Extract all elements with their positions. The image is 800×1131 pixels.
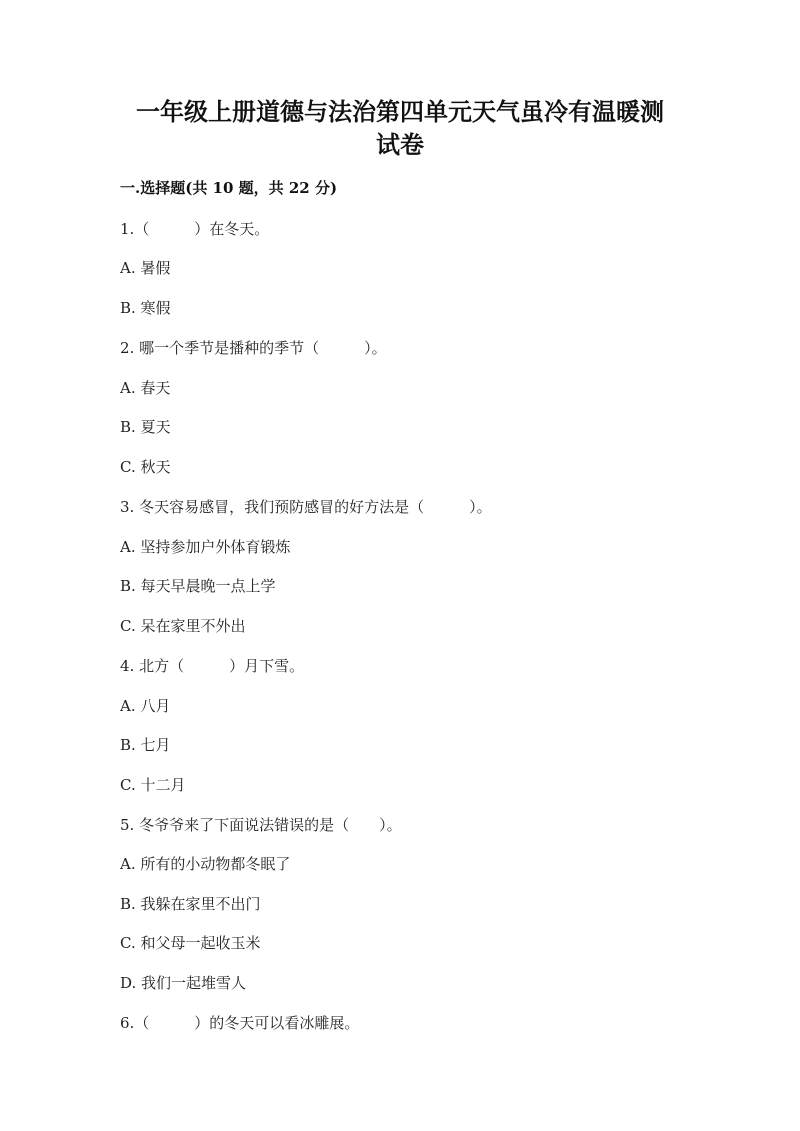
- question-3: 3. 冬天容易感冒，我们预防感冒的好方法是（ ）。: [120, 498, 492, 516]
- option-4a: A. 八月: [120, 697, 171, 715]
- option-1b: B. 寒假: [120, 299, 171, 317]
- section-heading: 一.选择题(共 10 题，共 22 分): [120, 179, 338, 197]
- option-3a: A. 坚持参加户外体育锻炼: [120, 538, 291, 556]
- option-5c: C. 和父母一起收玉米: [120, 934, 261, 952]
- option-2b: B. 夏天: [120, 418, 171, 436]
- option-5a: A. 所有的小动物都冬眠了: [120, 855, 291, 873]
- question-1: 1.（ ）在冬天。: [120, 220, 270, 238]
- option-1a: A. 暑假: [120, 259, 171, 277]
- option-3c: C. 呆在家里不外出: [120, 617, 246, 635]
- page-title-line-1: 一年级上册道德与法治第四单元天气虽冷有温暖测: [136, 97, 664, 126]
- option-3b: B. 每天早晨晚一点上学: [120, 577, 276, 595]
- option-2c: C. 秋天: [120, 458, 171, 476]
- question-4: 4. 北方（ ）月下雪。: [120, 657, 305, 675]
- option-4c: C. 十二月: [120, 776, 186, 794]
- option-2a: A. 春天: [120, 379, 171, 397]
- question-5: 5. 冬爷爷来了下面说法错误的是（ ）。: [120, 816, 402, 834]
- question-2: 2. 哪一个季节是播种的季节（ ）。: [120, 339, 387, 357]
- option-5d: D. 我们一起堆雪人: [120, 974, 247, 992]
- option-5b: B. 我躲在家里不出门: [120, 895, 261, 913]
- option-4b: B. 七月: [120, 736, 171, 754]
- page-title-line-2: 试卷: [376, 130, 424, 159]
- question-6: 6.（ ）的冬天可以看冰雕展。: [120, 1014, 360, 1032]
